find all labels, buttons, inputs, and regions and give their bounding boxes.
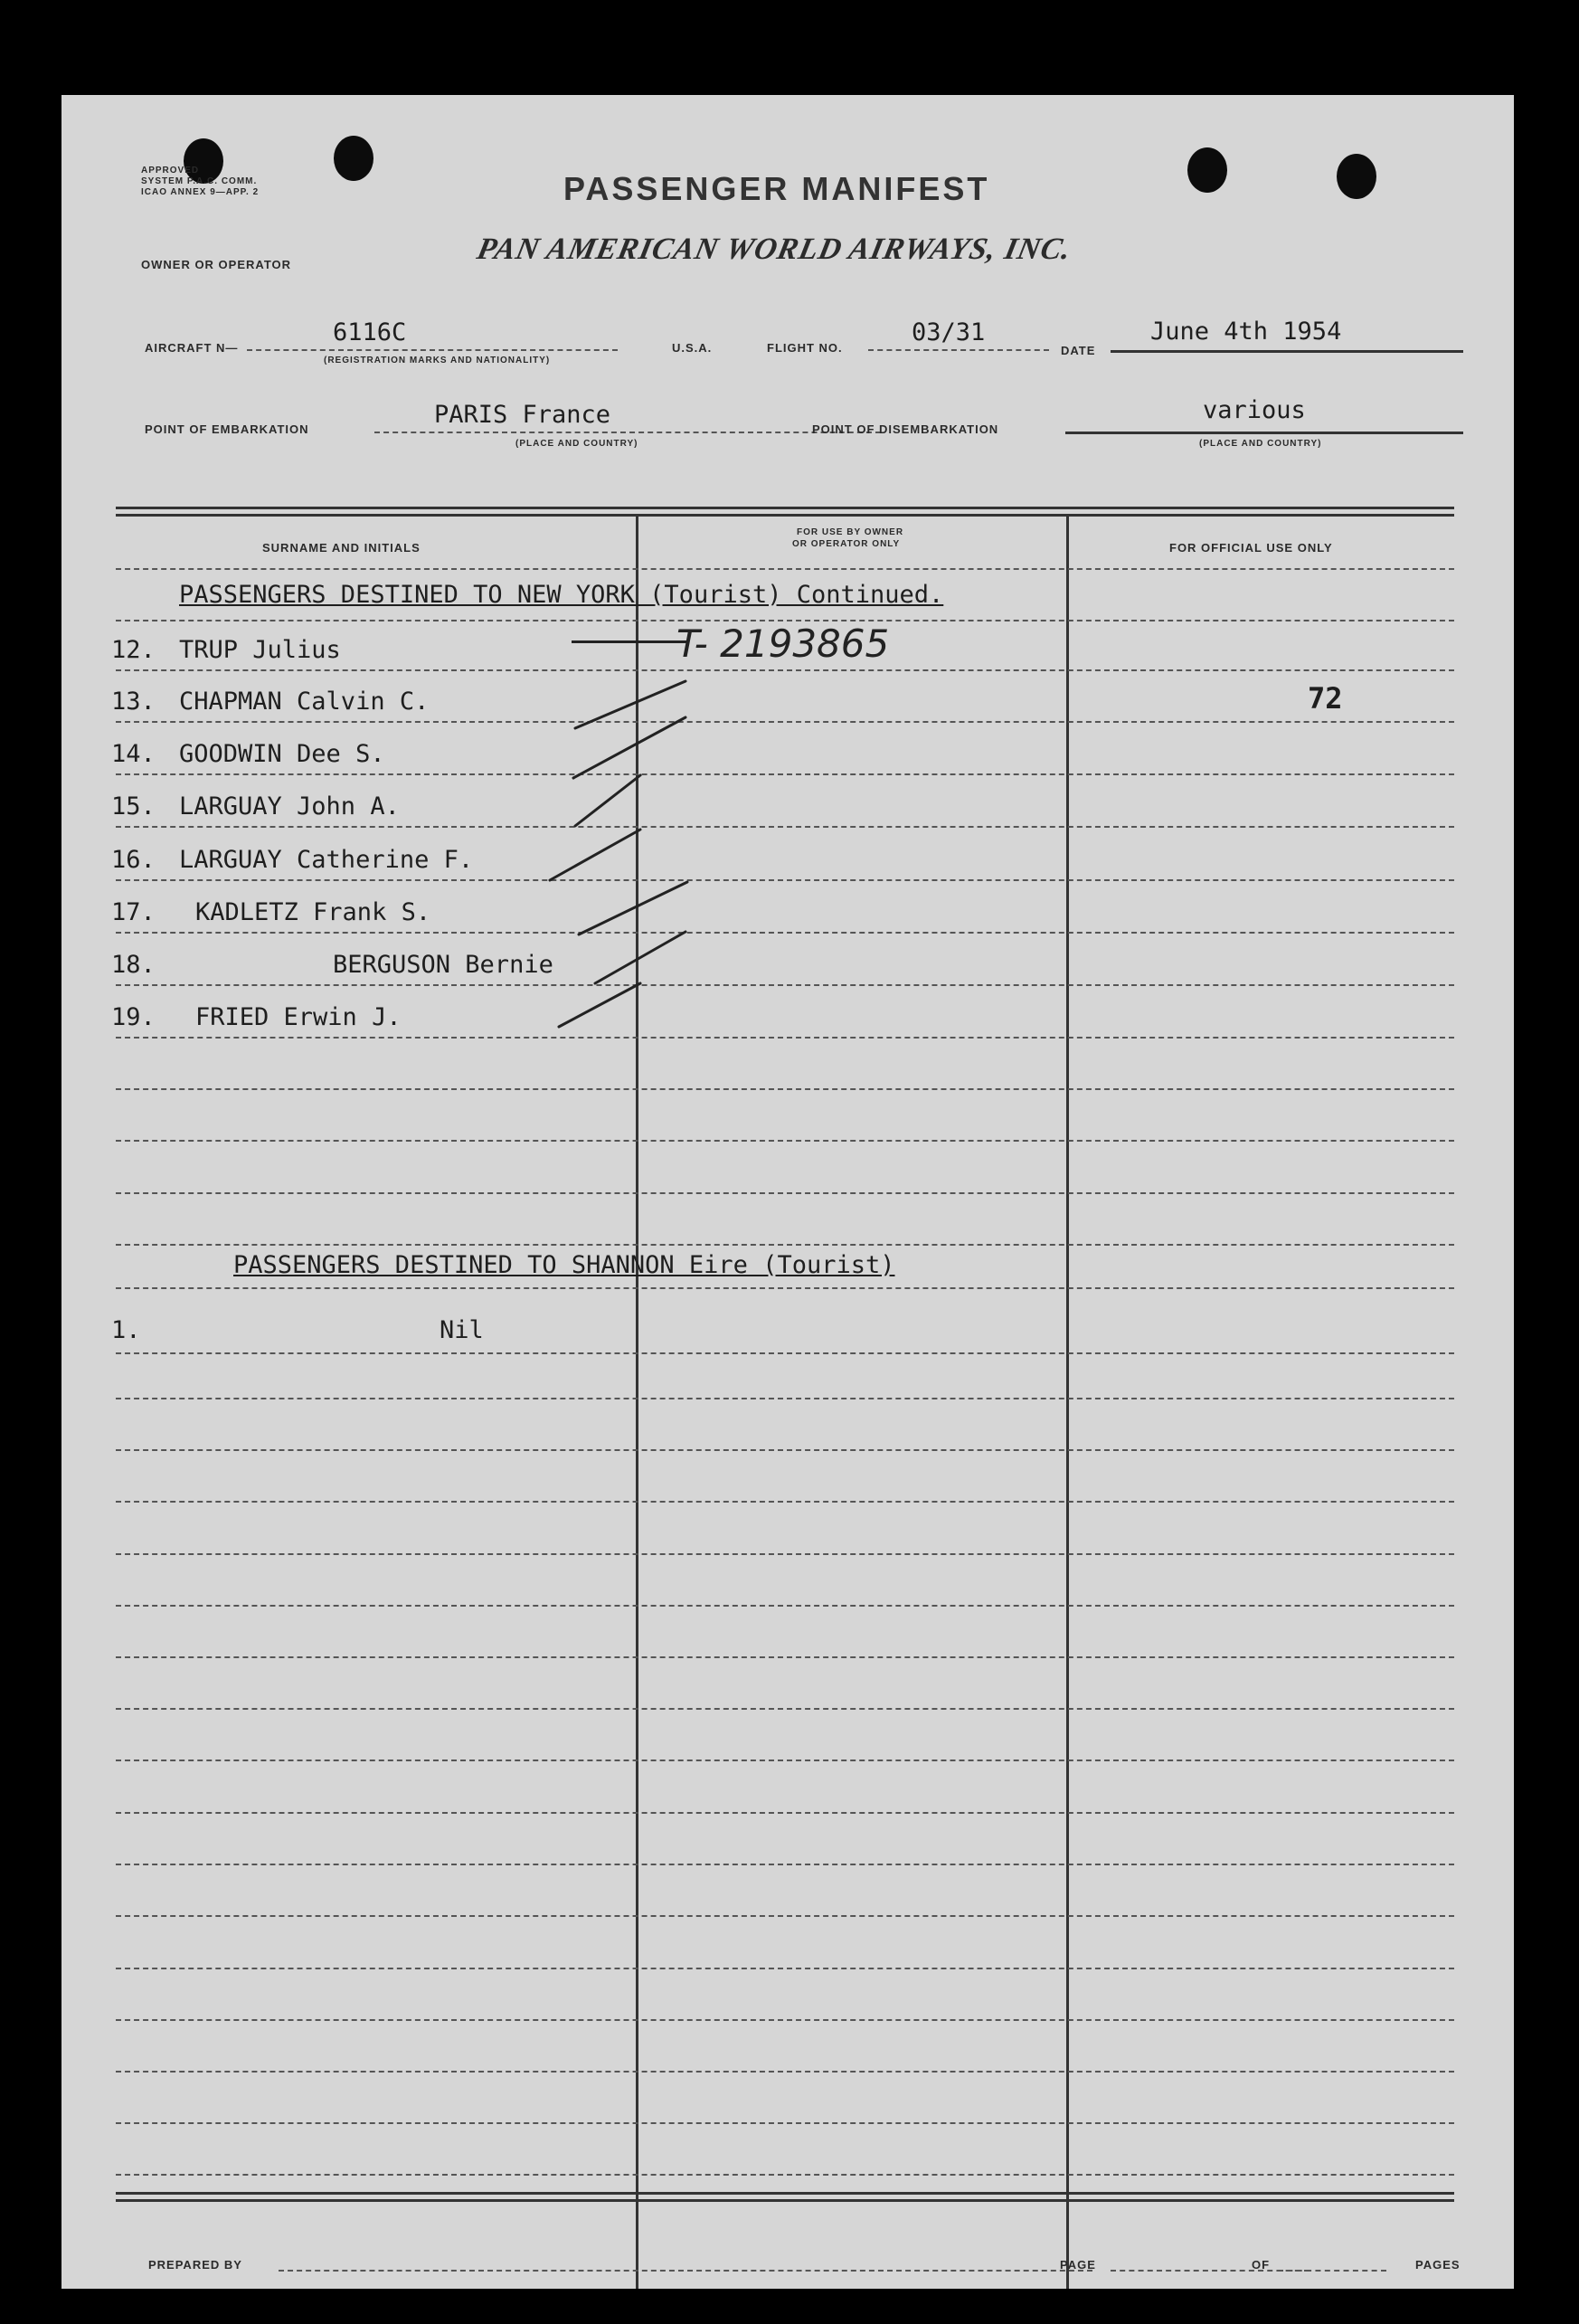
passenger-name: LARGUAY John A. <box>179 792 400 821</box>
table-bottom-rule <box>116 2199 1454 2202</box>
passenger-name: CHAPMAN Calvin C. <box>179 688 430 716</box>
row-rule <box>116 1812 1454 1814</box>
official-note: 72 <box>1308 681 1343 716</box>
pages-label: PAGES <box>1415 2258 1461 2272</box>
table-bottom-rule <box>116 2192 1454 2195</box>
column-header-surname: SURNAME AND INITIALS <box>262 541 421 555</box>
approval-line: SYSTEM P.A.C. COMM. <box>141 176 258 186</box>
row-number: 15. <box>111 792 156 821</box>
prepared-by-label: PREPARED BY <box>148 2258 242 2272</box>
section-heading-shannon: PASSENGERS DESTINED TO SHANNON Eire (Tourist) <box>233 1251 895 1279</box>
row-rule <box>116 1352 1454 1354</box>
nil-entry: Nil <box>440 1316 484 1344</box>
handwritten-ticket-number: T- 2193865 <box>676 621 890 666</box>
passenger-name: FRIED Erwin J. <box>195 1003 402 1031</box>
approval-line: ICAO ANNEX 9—APP. 2 <box>141 187 260 197</box>
row-number: 18. <box>111 951 156 979</box>
of-line <box>1278 2270 1386 2272</box>
row-number: 13. <box>111 688 156 716</box>
operator-name: PAN AMERICAN WORLD AIRWAYS, INC. <box>474 232 1075 266</box>
row-number: 17. <box>111 898 156 926</box>
row-rule <box>116 1708 1454 1710</box>
row-rule <box>116 2019 1454 2021</box>
prepared-by-line <box>279 2270 1092 2272</box>
row-rule <box>116 2174 1454 2176</box>
manifest-sheet <box>61 95 1514 2289</box>
row-rule <box>116 1915 1454 1917</box>
flight-label: FLIGHT NO. <box>767 341 843 355</box>
row-number: 12. <box>111 636 156 664</box>
row-rule <box>116 1605 1454 1607</box>
column-header-official: FOR OFFICIAL USE ONLY <box>1169 541 1333 555</box>
row-rule <box>116 1656 1454 1658</box>
embarkation-caption: (PLACE AND COUNTRY) <box>515 439 638 449</box>
row-rule <box>116 1449 1454 1451</box>
registration-caption: (REGISTRATION MARKS AND NATIONALITY) <box>324 356 551 365</box>
disembarkation-caption: (PLACE AND COUNTRY) <box>1199 439 1322 449</box>
passenger-name: GOODWIN Dee S. <box>179 740 385 768</box>
row-rule <box>116 1864 1454 1865</box>
row-rule <box>116 1287 1454 1289</box>
row-rule <box>116 1192 1454 1194</box>
section-heading-newyork: PASSENGERS DESTINED TO NEW YORK (Tourist) Continued. <box>179 581 944 609</box>
disembarkation-label: POINT OF DISEMBARKATION <box>812 422 999 436</box>
aircraft-label: AIRCRAFT N— <box>145 341 239 355</box>
check-marks <box>61 95 1514 1181</box>
row-rule <box>116 1553 1454 1555</box>
column-header-owner: FOR USE BY OWNER <box>797 527 904 537</box>
passenger-name: LARGUAY Catherine F. <box>179 846 474 874</box>
embarkation-label: POINT OF EMBARKATION <box>145 422 309 436</box>
row-number: 16. <box>111 846 156 874</box>
row-rule <box>116 2122 1454 2124</box>
disembarkation-point: various <box>1203 396 1306 424</box>
row-rule <box>116 1501 1454 1503</box>
row-rule <box>116 1968 1454 1969</box>
flight-date: June 4th 1954 <box>1150 318 1342 346</box>
row-rule <box>116 2071 1454 2073</box>
date-label: DATE <box>1061 344 1096 357</box>
row-number: 19. <box>111 1003 156 1031</box>
of-label: OF <box>1252 2258 1271 2272</box>
row-number: 14. <box>111 740 156 768</box>
passenger-name: KADLETZ Frank S. <box>195 898 431 926</box>
usa-label: U.S.A. <box>672 341 713 355</box>
embarkation-point: PARIS France <box>434 401 611 429</box>
row-rule <box>116 1760 1454 1761</box>
column-header-owner: OR OPERATOR ONLY <box>792 539 901 549</box>
row-rule <box>116 1244 1454 1246</box>
aircraft-registration: 6116C <box>333 318 407 346</box>
page-label: PAGE <box>1060 2258 1096 2272</box>
form-title: PASSENGER MANIFEST <box>563 170 990 207</box>
row-number: 1. <box>111 1316 141 1344</box>
row-rule <box>116 1140 1454 1142</box>
flight-number: 03/31 <box>912 318 986 346</box>
owner-label: OWNER OR OPERATOR <box>141 258 292 271</box>
approval-line: APPROVED <box>141 166 200 175</box>
passenger-name: TRUP Julius <box>179 636 341 664</box>
row-rule <box>116 1088 1454 1090</box>
row-rule <box>116 1398 1454 1399</box>
passenger-name: BERGUSON Bernie <box>333 951 553 979</box>
